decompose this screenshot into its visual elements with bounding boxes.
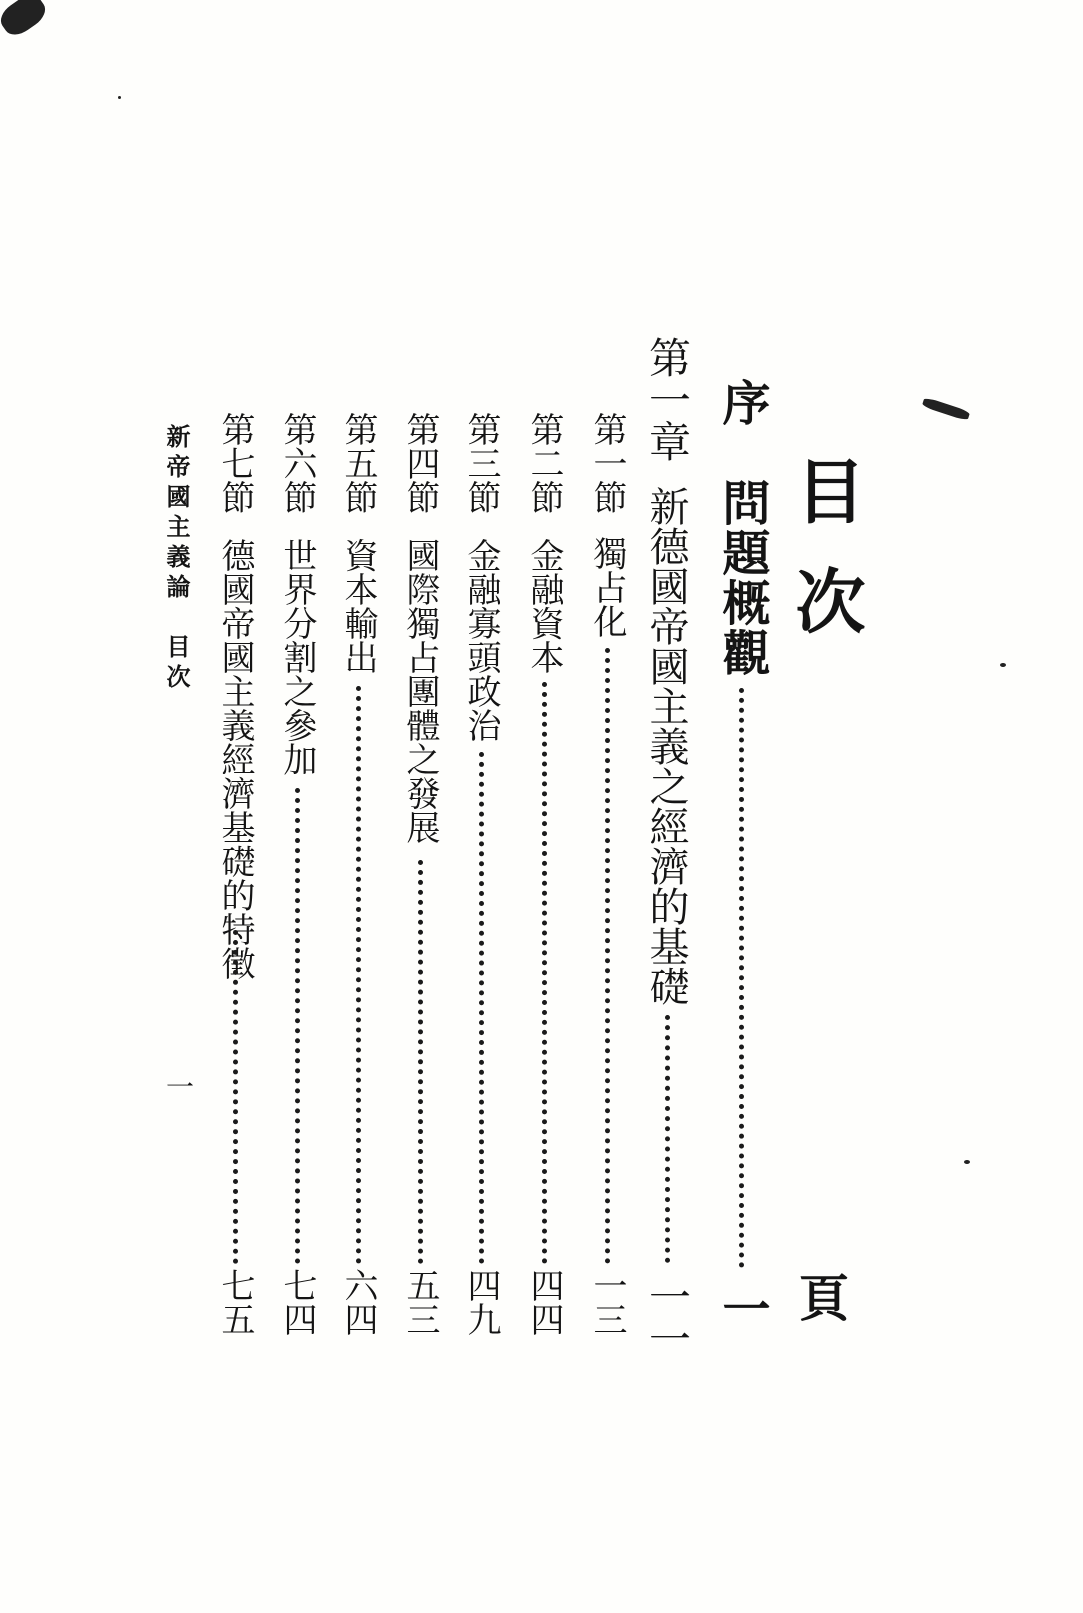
preface-page-number: 一: [714, 1284, 770, 1332]
preface-title: 問題概觀: [714, 478, 770, 678]
section-5-title: 資本輸出: [338, 538, 378, 674]
running-header: 新帝國主義論 目次: [162, 424, 191, 694]
ink-smudge: [0, 0, 50, 40]
section-3-page-number: 四九: [461, 1268, 501, 1336]
section-1-label: 第一節: [587, 412, 627, 514]
chapter1-title: 新德國帝國主義之經濟的基礎: [643, 486, 689, 1006]
section-1-title: 獨占化: [587, 536, 627, 638]
section-6-leader: [295, 788, 300, 1264]
ink-speck: [964, 1160, 970, 1164]
section-5-label: 第五節: [338, 412, 378, 514]
section-1-page-number: 一三: [587, 1268, 627, 1336]
section-5-page-number: 六四: [338, 1268, 378, 1336]
section-2-label: 第二節: [524, 412, 564, 514]
section-7-title: 德國帝國主義經濟基礎的特徵: [215, 538, 255, 980]
section-6-title: 世界分割之參加: [277, 538, 317, 776]
section-2-page-number: 四四: [524, 1268, 564, 1336]
section-6-label: 第六節: [277, 412, 317, 514]
page-column-header: 頁: [791, 1272, 850, 1322]
section-3-label: 第三節: [461, 412, 501, 514]
section-4-leader: [418, 860, 423, 1264]
section-6-page-number: 七四: [277, 1268, 317, 1336]
section-4-title: 國際獨占團體之發展: [400, 538, 440, 844]
ink-speck: [1000, 663, 1006, 667]
preface-leader: [739, 688, 744, 1268]
section-3-title: 金融寡頭政治: [461, 538, 501, 742]
section-1-leader: [605, 648, 610, 1264]
section-7-page-number: 七五: [215, 1268, 255, 1336]
preface-label: 序: [714, 378, 770, 426]
section-5-leader: [356, 686, 361, 1264]
folio-number: 一: [162, 1072, 195, 1100]
ink-mark: [922, 397, 971, 421]
chapter1-leader: [665, 1015, 670, 1263]
section-4-page-number: 五三: [400, 1268, 440, 1336]
section-3-leader: [479, 752, 484, 1264]
page-title: 目次: [784, 455, 867, 675]
section-7-leader: [233, 930, 238, 1264]
section-4-label: 第四節: [400, 412, 440, 514]
ink-speck: [118, 96, 121, 99]
section-2-title: 金融資本: [524, 538, 564, 674]
section-7-label: 第七節: [215, 412, 255, 514]
section-2-leader: [542, 682, 547, 1264]
chapter1-label: 第一章: [643, 336, 692, 462]
chapter1-page-number: 一一: [643, 1275, 692, 1359]
